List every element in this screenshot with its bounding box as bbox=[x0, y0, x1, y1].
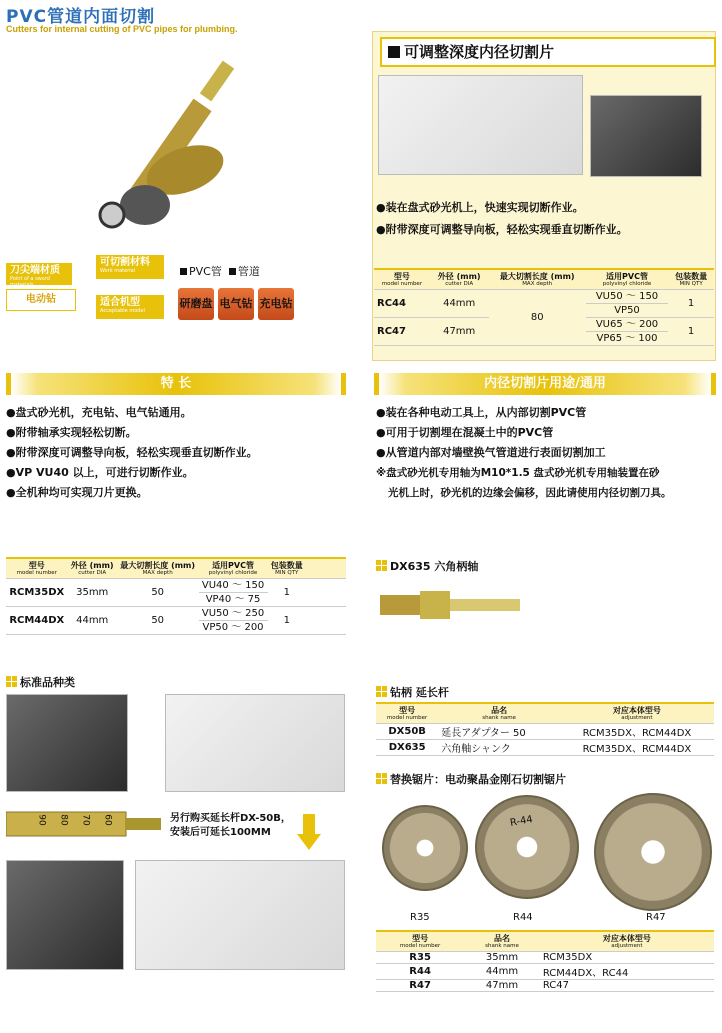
feature-item: ●全机种均可实现刀片更换。 bbox=[6, 486, 148, 499]
extension-note: 另行购买延长杆DX-50B， 安装后可延长100MM bbox=[170, 813, 291, 838]
work-material-items: PVC管 管道 bbox=[180, 263, 260, 279]
section-bullet-icon bbox=[376, 560, 387, 571]
table-header-row: 型号 model number 外径 (mm) cutter DIA 最大切割长度 (mm) MAX depth 适用PVC管 polyvinyl chloride 包装数量 MIN QTY bbox=[6, 558, 346, 579]
page-subtitle: Cutters for internal cutting of PVC pipes for plumbing. bbox=[6, 24, 238, 34]
adjustable-header: 可调整深度内径切割片 bbox=[380, 37, 716, 67]
cutter-product-photo bbox=[90, 55, 265, 235]
blade-r44 bbox=[475, 795, 579, 899]
blade-r35 bbox=[382, 805, 468, 891]
feature-item: ●盘式砂光机，充电钻、电气钻通用。 bbox=[6, 406, 192, 419]
feature-item: ●附带深度可调整导向板，轻松实现垂直切断作业。 bbox=[6, 446, 258, 459]
machine-grinder: 研磨盘 bbox=[178, 288, 214, 320]
adjustable-cutter-photo bbox=[378, 75, 583, 175]
tip-material-label: 刀尖端材质 Point of a sword materials bbox=[6, 263, 72, 285]
machine-electric-drill: 电气钻 bbox=[218, 288, 254, 320]
blade-label-r47: R47 bbox=[646, 912, 666, 923]
blade-label-r44: R44 bbox=[513, 912, 533, 923]
table-row: DX50B 延長アダプター 50 RCM35DX、RCM44DX bbox=[376, 724, 714, 740]
ruler-mark: 80 bbox=[58, 814, 69, 826]
table-header-row: 型号 model number 品名 shank name 对应本体型号 adjustment bbox=[376, 703, 714, 724]
table-row: DX635 六角軸シャンク RCM35DX、RCM44DX bbox=[376, 740, 714, 756]
blade-r47 bbox=[594, 793, 712, 911]
ruler-mark: 70 bbox=[80, 814, 91, 826]
section-bullet-icon bbox=[376, 686, 387, 697]
usage-note: ※盘式砂光机专用轴为M10*1.5 盘式砂光机专用轴装置在砂 bbox=[376, 467, 660, 479]
work-material-label: 可切割材料 Work material bbox=[96, 255, 164, 279]
table-row: RC47 47mm VU65 ～ 200 1 bbox=[374, 318, 714, 332]
tip-material-value: 电动钻 bbox=[6, 289, 76, 311]
usage-item: ●可用于切割埋在混凝土中的PVC管 bbox=[376, 426, 554, 439]
shank-heading: 钻柄 延长杆 bbox=[376, 684, 449, 700]
section-bullet-icon bbox=[376, 773, 387, 784]
rcm-spec-table: 型号 model number 外径 (mm) cutter DIA 最大切割长度 (mm) MAX depth 适用PVC管 polyvinyl chloride 包装数量 MIN QTY RCM35DX 35mm 50 VU40 ～ 150 1 VP40 ～ 75 RCM44DX 44mm 50 VU50 ～ 250 1 VP50 ～ 200 bbox=[6, 557, 346, 635]
usage-item: ●从管道内部对墙壁换气管道进行表面切割加工 bbox=[376, 446, 606, 459]
table-row: RC44 44mm 80 VU50 ～ 150 1 bbox=[374, 290, 714, 304]
drill-extended-photo bbox=[135, 860, 345, 970]
table-header-row: 型号 model number 品名 shank name 对应本体型号 adjustment bbox=[376, 931, 714, 952]
usage-section-title: 内径切割片用途/通用 bbox=[374, 373, 716, 395]
table-header-row: 型号 model number 外径 (mm) cutter DIA 最大切割长度 (mm) MAX depth 适用PVC管 polyvinyl chloride 包装数量 MIN QTY bbox=[374, 269, 714, 290]
features-section-title: 特 长 bbox=[6, 373, 346, 395]
usage-note: 光机上时，砂光机的边缘会偏移，因此请使用内径切割刀具。 bbox=[388, 487, 672, 499]
grinder-usage-photo bbox=[590, 95, 702, 177]
usage-list bbox=[376, 403, 720, 503]
table-row: R44 44mm RCM44DX、RC44 bbox=[376, 964, 714, 980]
ruler-mark: 90 bbox=[36, 814, 47, 826]
section-bullet-icon bbox=[6, 676, 17, 687]
table-row: RCM44DX 44mm 50 VU50 ～ 250 1 bbox=[6, 607, 346, 621]
table-row: R47 47mm RC47 bbox=[376, 980, 714, 992]
machine-cordless-drill: 充电钻 bbox=[258, 288, 294, 320]
grinder-photo bbox=[6, 694, 128, 792]
features-list bbox=[6, 403, 258, 503]
blades-heading: 替换锯片：电动聚晶金刚石切割锯片 bbox=[376, 771, 566, 787]
feature-item: ●附带轴承实现轻松切断。 bbox=[6, 426, 137, 439]
arrow-shaft bbox=[303, 814, 315, 836]
shank-table bbox=[376, 702, 714, 756]
machine-label: 适合机型 Acceptable model bbox=[96, 295, 164, 319]
adjustable-bullet-1: ●装在盘式砂光机上，快速实现切断作业。 bbox=[376, 201, 584, 214]
feature-item: ●VP VU40 以上，可进行切断作业。 bbox=[6, 466, 194, 479]
hex-shank-photo bbox=[380, 585, 530, 625]
usage-item: ●装在各种电动工具上，从内部切割PVC管 bbox=[376, 406, 587, 419]
blade-table bbox=[376, 930, 714, 992]
blade-engraving: R-44 bbox=[509, 814, 534, 829]
arrow-down-icon bbox=[297, 834, 321, 850]
table-row: R35 35mm RCM35DX bbox=[376, 952, 714, 964]
grinder-extended-photo bbox=[6, 860, 124, 970]
blade-label-r35: R35 bbox=[410, 912, 430, 923]
adjustable-bullet-2: ●附带深度可调整导向板，轻松实现垂直切断作业。 bbox=[376, 223, 628, 236]
table-row: RCM35DX 35mm 50 VU40 ～ 150 1 bbox=[6, 579, 346, 593]
standard-heading: 标准品种类 bbox=[6, 674, 75, 690]
page-title: PVC管道内面切割 bbox=[6, 7, 156, 27]
rc-spec-table: 型号 model number 外径 (mm) cutter DIA 最大切割长度 (mm) MAX depth 适用PVC管 polyvinyl chloride 包装数量 MIN QTY RC44 44mm 80 VU50 ～ 150 1 VP50 RC47 47mm VU65 ～ 200 1 VP65 ～ 100 bbox=[374, 268, 714, 346]
drill-photo bbox=[165, 694, 345, 792]
hex-shank-heading: DX635 六角柄轴 bbox=[376, 558, 478, 574]
ruler-mark: 60 bbox=[102, 814, 113, 826]
